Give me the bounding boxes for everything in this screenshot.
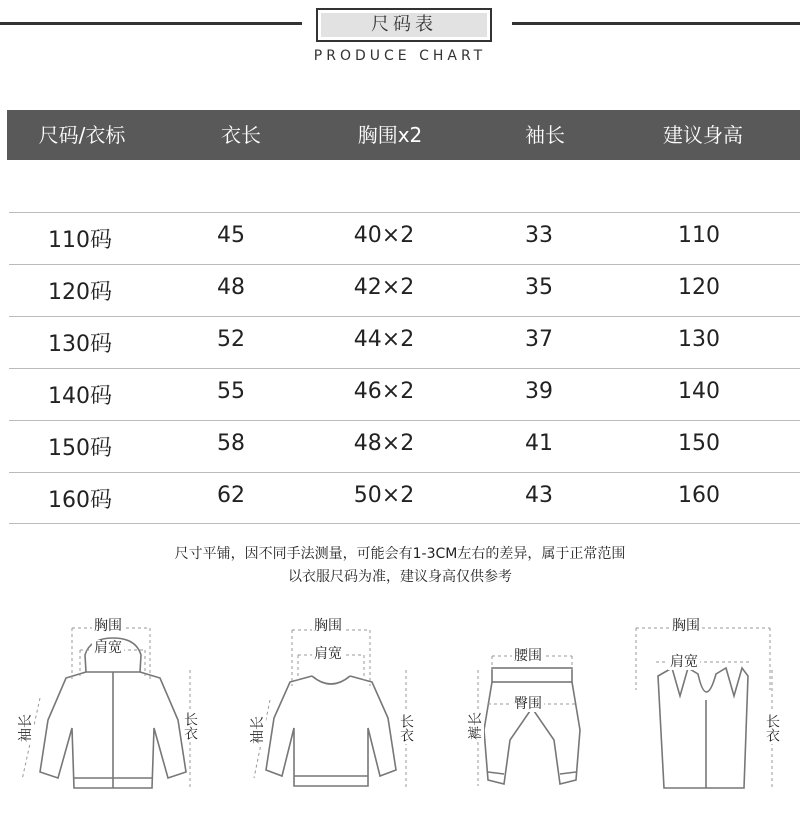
table-row: [9, 420, 800, 472]
table-row: [9, 212, 800, 264]
cell-length: 48: [217, 275, 245, 300]
chart-header: [0, 0, 800, 80]
cell-sleeve: 41: [525, 431, 553, 456]
table-body: [9, 212, 800, 524]
cell-length: 55: [217, 379, 245, 404]
pants-hip-label: 臀围: [514, 696, 542, 712]
cell-sleeve: 43: [525, 483, 553, 508]
cell-chest: 48×2: [353, 431, 415, 456]
vest-outline-icon: [620, 600, 800, 810]
vest-length-label: 长衣: [764, 714, 780, 742]
table-row: [9, 368, 800, 420]
cell-size: 160码: [48, 488, 112, 513]
cell-length: 62: [217, 483, 245, 508]
table-row: [9, 264, 800, 316]
sweater-diagram: [230, 600, 430, 810]
cell-sleeve: 35: [525, 275, 553, 300]
pants-length-label: 裤长: [468, 712, 484, 740]
cell-chest: 42×2: [353, 275, 415, 300]
column-header-length: 衣长: [221, 123, 261, 147]
header-rule-right: [512, 22, 800, 25]
sweater-sleeve-label: 袖长: [250, 716, 266, 744]
cell-height: 120: [678, 275, 720, 300]
cell-sleeve: 37: [525, 327, 553, 352]
cell-length: 52: [217, 327, 245, 352]
jacket-length-label: 长衣: [182, 712, 198, 740]
cell-chest: 40×2: [353, 223, 415, 248]
vest-chest-label: 胸围: [672, 618, 700, 634]
height-note: 以衣服尺码为准，建议身高仅供参考: [288, 569, 512, 585]
table-row: [9, 472, 800, 524]
sweater-shoulder-label: 肩宽: [314, 646, 342, 662]
cell-sleeve: 33: [525, 223, 553, 248]
column-header-size: 尺码/衣标: [38, 123, 126, 147]
cell-height: 140: [678, 379, 720, 404]
cell-height: 110: [678, 223, 720, 248]
chart-subtitle: PRODUCE CHART: [313, 48, 487, 64]
table-row: [9, 316, 800, 368]
cell-height: 150: [678, 431, 720, 456]
vest-diagram: [620, 600, 800, 810]
header-rule-left: [0, 22, 302, 25]
cell-sleeve: 39: [525, 379, 553, 404]
cell-length: 45: [217, 223, 245, 248]
pants-diagram: [440, 600, 620, 810]
column-header-chest: 胸围x2: [357, 123, 423, 147]
column-header-sleeve: 袖长: [525, 123, 565, 147]
cell-length: 58: [217, 431, 245, 456]
cell-size: 110码: [48, 228, 112, 253]
measurement-note: 尺寸平铺，因不同手法测量，可能会有1-3CM左右的差异，属于正常范围: [174, 546, 626, 562]
jacket-sleeve-label: 袖长: [18, 714, 34, 742]
jacket-chest-label: 胸围: [94, 618, 122, 634]
cell-size: 120码: [48, 280, 112, 305]
cell-chest: 50×2: [353, 483, 415, 508]
cell-size: 140码: [48, 384, 112, 409]
jacket-diagram: [0, 600, 230, 810]
sweater-length-label: 长衣: [398, 714, 414, 742]
cell-chest: 46×2: [353, 379, 415, 404]
cell-chest: 44×2: [353, 327, 415, 352]
cell-size: 130码: [48, 332, 112, 357]
table-header: [7, 110, 800, 160]
jacket-shoulder-label: 肩宽: [94, 640, 122, 656]
cell-height: 160: [678, 483, 720, 508]
pants-waist-label: 腰围: [514, 648, 542, 664]
cell-size: 150码: [48, 436, 112, 461]
sweater-chest-label: 胸围: [314, 618, 342, 634]
vest-shoulder-label: 肩宽: [670, 654, 698, 670]
column-header-height: 建议身高: [663, 123, 743, 147]
cell-height: 130: [678, 327, 720, 352]
chart-title: 尺码表: [316, 8, 492, 42]
